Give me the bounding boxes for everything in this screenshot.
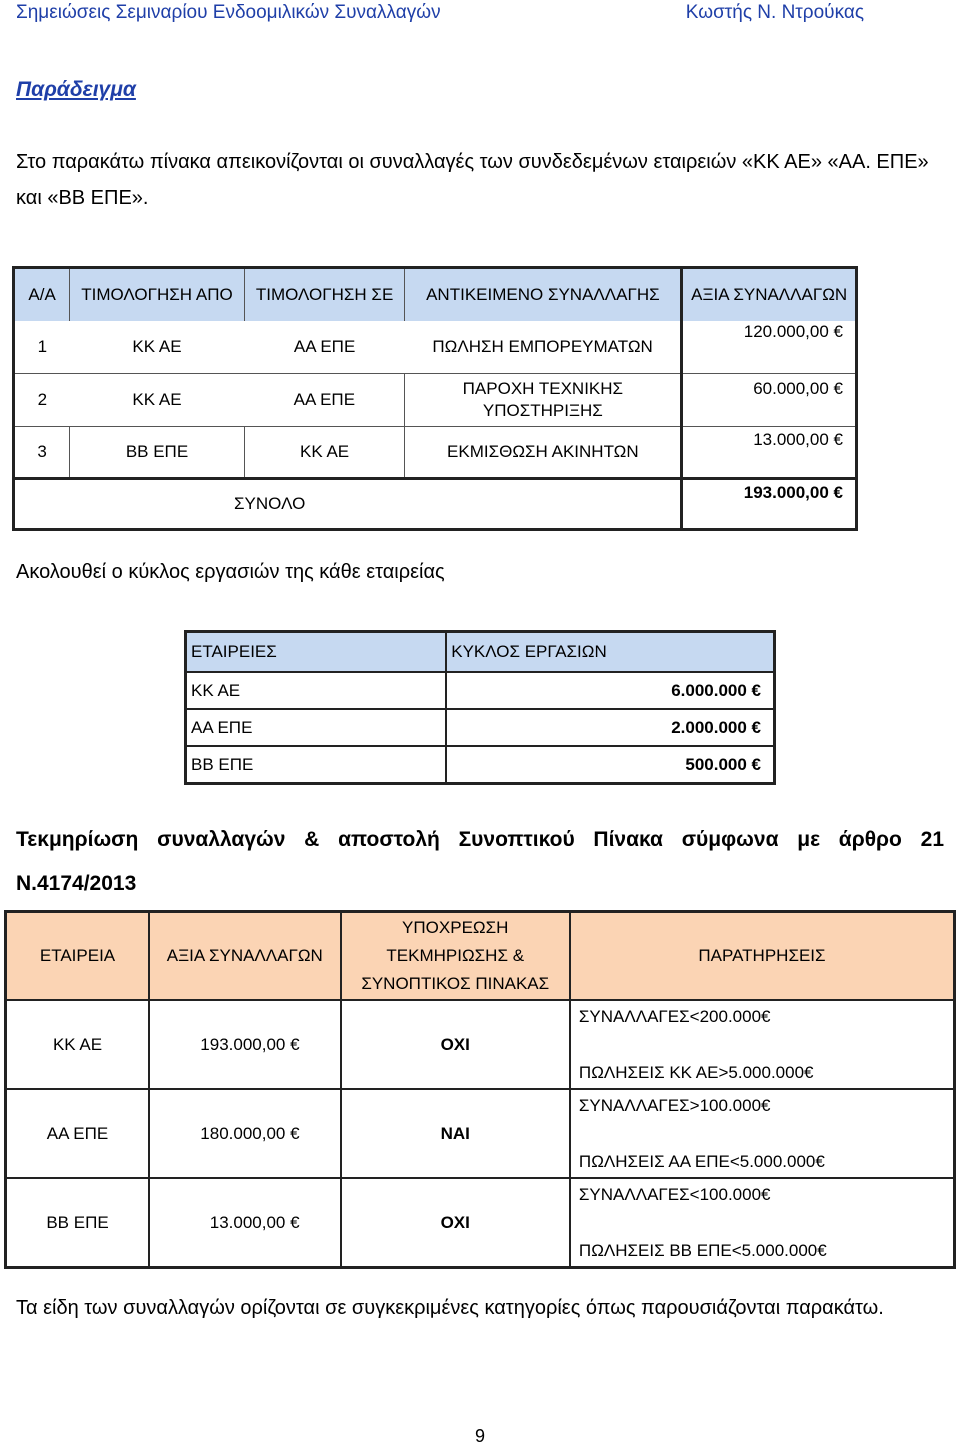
remark-transactions: ΣΥΝΑΛΛΑΓΕΣ<100.000€: [578, 1184, 771, 1204]
documentation-table: [4, 910, 956, 1269]
table-row: ΑΑ ΕΠΕ 2.000.000 €: [186, 709, 775, 746]
documentation-heading: Τεκμηρίωση συναλλαγών & αποστολή Συνοπτικού Πίνακα σύμφωνα με άρθρο 21 Ν.4174/2013: [16, 828, 944, 895]
example-heading: Παράδειγμα: [16, 78, 136, 101]
total-label: ΣΥΝΟΛΟ: [14, 479, 682, 530]
col-header-turnover: ΚΥΚΛΟΣ ΕΡΓΑΣΙΩΝ: [446, 632, 774, 673]
col-header-company: ΕΤΑΙΡΕΙΕΣ: [186, 632, 447, 673]
remark-transactions: ΣΥΝΑΛΛΑΓΕΣ>100.000€: [578, 1095, 771, 1115]
col-header-obligation: ΥΠΟΧΡΕΩΣΗ ΤΕΚΜΗΡΙΩΣΗΣ & ΣΥΝΟΠΤΙΚΟΣ ΠΙΝΑΚΑΣ: [341, 912, 570, 1001]
remark-transactions: ΣΥΝΑΛΛΑΓΕΣ<200.000€: [578, 1006, 771, 1026]
col-header-no: Α/Α: [14, 268, 70, 322]
table-row: ΒΒ ΕΠΕ 500.000 €: [186, 746, 775, 784]
table-row: ΑΑ ΕΠΕ 180.000,00 € ΝΑΙ ΣΥΝΑΛΛΑΓΕΣ>100.000€ ΠΩΛΗΣΕΙΣ ΑΑ ΕΠΕ<5.000.000€: [6, 1089, 955, 1178]
col-header-remarks: ΠΑΡΑΤΗΡΗΣΕΙΣ: [570, 912, 955, 1001]
header-title: Σημειώσεις Σεμιναρίου Ενδοομιλικών Συναλλαγών: [16, 2, 441, 23]
col-header-value: ΑΞΙΑ ΣΥΝΑΛΛΑΓΩΝ: [149, 912, 341, 1001]
transactions-table: [12, 266, 858, 531]
table-row: 1 ΚΚ ΑΕ ΑΑ ΕΠΕ ΠΩΛΗΣΗ ΕΜΠΟΡΕΥΜΑΤΩΝ 120.000,00 €: [14, 321, 857, 374]
table-header-row: [6, 912, 955, 1001]
turnover-intro: Ακολουθεί ο κύκλος εργασιών της κάθε εταιρείας: [16, 561, 445, 583]
turnover-table: [184, 630, 776, 785]
col-header-value: ΑΞΙΑ ΣΥΝΑΛΛΑΓΩΝ: [682, 268, 857, 322]
total-value: 193.000,00 €: [682, 479, 857, 530]
table-row: ΚΚ ΑΕ 193.000,00 € ΟΧΙ ΣΥΝΑΛΛΑΓΕΣ<200.000€ ΠΩΛΗΣΕΙΣ ΚΚ ΑΕ>5.000.000€: [6, 1000, 955, 1089]
table-row: ΒΒ ΕΠΕ 13.000,00 € ΟΧΙ ΣΥΝΑΛΛΑΓΕΣ<100.000€ ΠΩΛΗΣΕΙΣ ΒΒ ΕΠΕ<5.000.000€: [6, 1178, 955, 1268]
closing-paragraph: Τα είδη των συναλλαγών ορίζονται σε συγκεκριμένες κατηγορίες όπως παρουσιάζονται παρακάτω.: [16, 1297, 884, 1319]
table-row: ΚΚ ΑΕ 6.000.000 €: [186, 672, 775, 709]
table-row: 2 ΚΚ ΑΕ ΑΑ ΕΠΕ ΠΑΡΟΧΗ ΤΕΧΝΙΚΗΣ ΥΠΟΣΤΗΡΙΞΗΣ 60.000,00 €: [14, 374, 857, 427]
header-author: Κωστής Ν. Ντρούκας: [685, 2, 864, 23]
table-header-row: [14, 268, 857, 322]
intro-paragraph: Στο παρακάτω πίνακα απεικονίζονται οι συναλλαγές των συνδεδεμένων εταιρειών «ΚΚ ΑΕ» «ΑΑ. ΕΠΕ» και «ΒΒ ΕΠΕ».: [16, 151, 929, 209]
col-header-from: ΤΙΜΟΛΟΓΗΣΗ ΑΠΟ: [70, 268, 245, 322]
remark-sales: ΠΩΛΗΣΕΙΣ ΚΚ ΑΕ>5.000.000€: [578, 1062, 814, 1082]
col-header-company: ΕΤΑΙΡΕΙΑ: [6, 912, 150, 1001]
page-number: 9: [474, 1426, 485, 1446]
page-header: [16, 2, 864, 28]
col-header-subject: ΑΝΤΙΚΕΙΜΕΝΟ ΣΥΝΑΛΛΑΓΗΣ: [405, 268, 682, 322]
total-row: [14, 479, 857, 530]
remark-sales: ΠΩΛΗΣΕΙΣ ΒΒ ΕΠΕ<5.000.000€: [578, 1240, 827, 1260]
remark-sales: ΠΩΛΗΣΕΙΣ ΑΑ ΕΠΕ<5.000.000€: [578, 1151, 825, 1171]
col-header-to: ΤΙΜΟΛΟΓΗΣΗ ΣΕ: [244, 268, 405, 322]
table-row: 3 ΒΒ ΕΠΕ ΚΚ ΑΕ ΕΚΜΙΣΘΩΣΗ ΑΚΙΝΗΤΩΝ 13.000,00 €: [14, 427, 857, 479]
table-header-row: [186, 632, 775, 673]
